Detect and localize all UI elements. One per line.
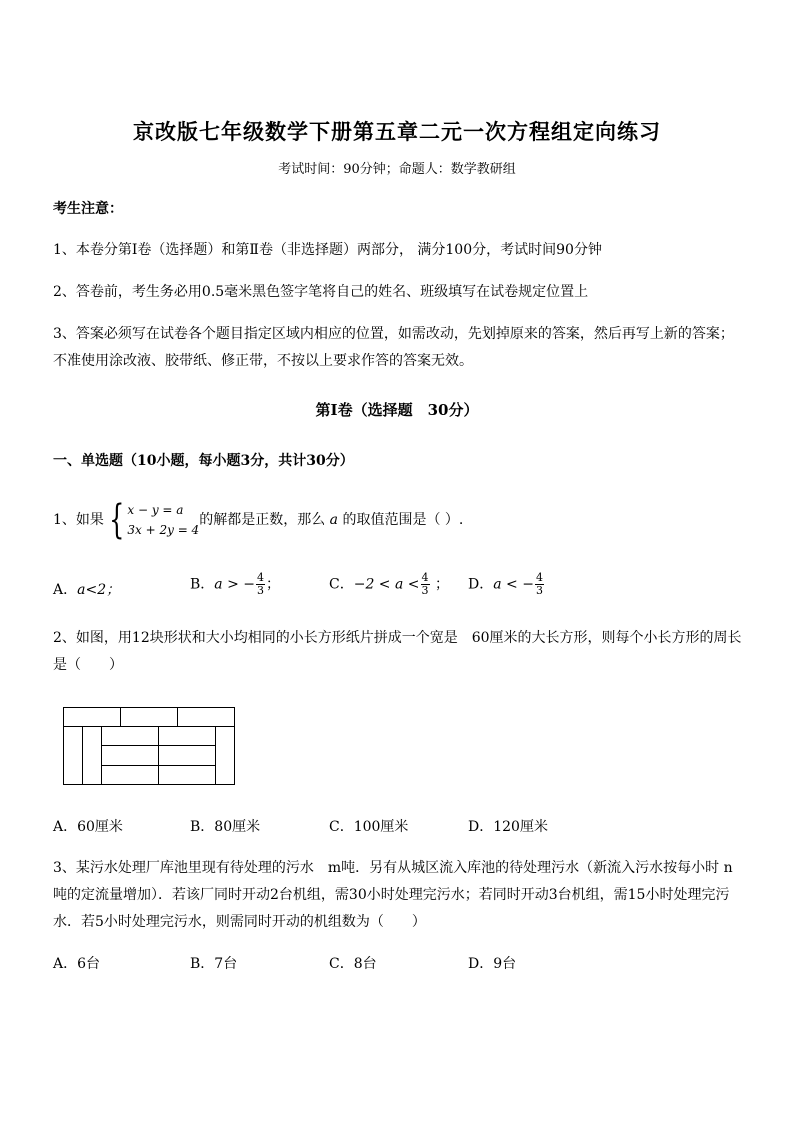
q1-option-c-label: C． xyxy=(329,576,354,593)
brace-icon: { xyxy=(109,497,125,543)
notice-item-2: 2、答卷前，考生务必用0.5毫米黑色签字笔将自己的姓名、班级填写在试卷规定位置上 xyxy=(53,284,589,300)
q1-option-b-fraction xyxy=(256,572,265,597)
q1-option-c-fraction xyxy=(421,572,430,597)
q2-option-a[interactable]: A．60厘米 xyxy=(53,819,123,835)
page-subtitle: 考试时间：90分钟；命题人：数学教研组 xyxy=(278,162,516,177)
figure-outer-rect xyxy=(64,708,235,785)
q1-option-c[interactable] xyxy=(329,572,449,597)
part-title: 一、单选题（10小题，每小题3分，共计30分） xyxy=(53,453,354,469)
q2-option-b[interactable]: B．80厘米 xyxy=(190,819,261,835)
fraction-denominator: 3 xyxy=(421,584,429,597)
q1-option-d[interactable] xyxy=(468,572,545,597)
q1-option-d-fraction xyxy=(535,572,544,597)
section-title: 第Ⅰ卷（选择题 30分） xyxy=(315,401,479,419)
page-title: 京改版七年级数学下册第五章二元一次方程组定向练习 xyxy=(133,119,661,144)
notice-item-3: 3、答案必须写在试卷各个题目指定区域内相应的位置，如需改动，先划掉原来的答案，然后再写上新的答案；不准使用涂改液、胶带纸、修正带，不按以上要求作答的答案无效。 xyxy=(53,326,734,369)
q1-option-d-value: a < − xyxy=(493,576,534,593)
notice-item-1: 1、本卷分第Ⅰ卷（选择题）和第Ⅱ卷（非选择题）两部分， 满分100分，考试时间90分钟 xyxy=(53,242,602,258)
q1-option-b[interactable] xyxy=(190,572,280,597)
q1-var: a xyxy=(329,512,339,528)
q1-option-b-label: B． xyxy=(190,576,215,593)
fraction-numerator: 4 xyxy=(421,571,429,584)
q1-option-b-post: ； xyxy=(266,576,281,593)
q1-option-c-post: ； xyxy=(434,576,449,593)
q1-suffix-a: 的解都是正数，那么 xyxy=(199,512,326,528)
q1-option-b-value: a > − xyxy=(214,576,256,593)
q3-option-a[interactable]: A．6台 xyxy=(53,956,101,972)
q1-option-a-value: a<2； xyxy=(77,582,121,598)
q1-equation-system xyxy=(104,497,200,543)
q1-option-a-label: A． xyxy=(53,582,78,598)
q3-option-d[interactable]: D．9台 xyxy=(468,956,517,972)
question-1 xyxy=(53,497,743,543)
question-2: 2、如图，用12块形状和大小均相同的小长方形纸片拼成一个宽是 60厘米的大长方形，则每个小长方形的周长是（ ） xyxy=(53,630,742,673)
fraction-denominator: 3 xyxy=(535,584,543,597)
q1-option-c-value: −2 < a < xyxy=(353,576,420,593)
q1-prefix: 1、如果 xyxy=(53,512,104,528)
fraction-numerator: 4 xyxy=(535,571,543,584)
q1-eq1: x − y = a xyxy=(127,503,184,517)
q1-option-d-label: D． xyxy=(468,576,494,593)
q1-suffix-b: 的取值范围是（ ）. xyxy=(342,512,464,528)
q1-eq2: 3x + 2y = 4 xyxy=(127,523,200,537)
q1-option-a[interactable] xyxy=(53,580,120,600)
q3-option-b[interactable]: B．7台 xyxy=(190,956,238,972)
notice-heading: 考生注意： xyxy=(53,201,123,217)
q2-option-c[interactable]: C．100厘米 xyxy=(329,819,409,835)
question-3: 3、某污水处理厂库池里现有待处理的污水 m吨．另有从城区流入库池的待处理污水（新流入污水按每小时 n吨的定流量增加）．若该厂同时开动2台机组，需30小时处理完污水；若同时开动3台机组，需15小时处理完污水．若5小时处理完污水，则需同时开动的机组数为（ ） xyxy=(53,860,733,930)
q3-option-c[interactable]: C．8台 xyxy=(329,956,377,972)
fraction-denominator: 3 xyxy=(257,584,265,597)
fraction-numerator: 4 xyxy=(257,571,265,584)
q2-option-d[interactable]: D．120厘米 xyxy=(468,819,548,835)
